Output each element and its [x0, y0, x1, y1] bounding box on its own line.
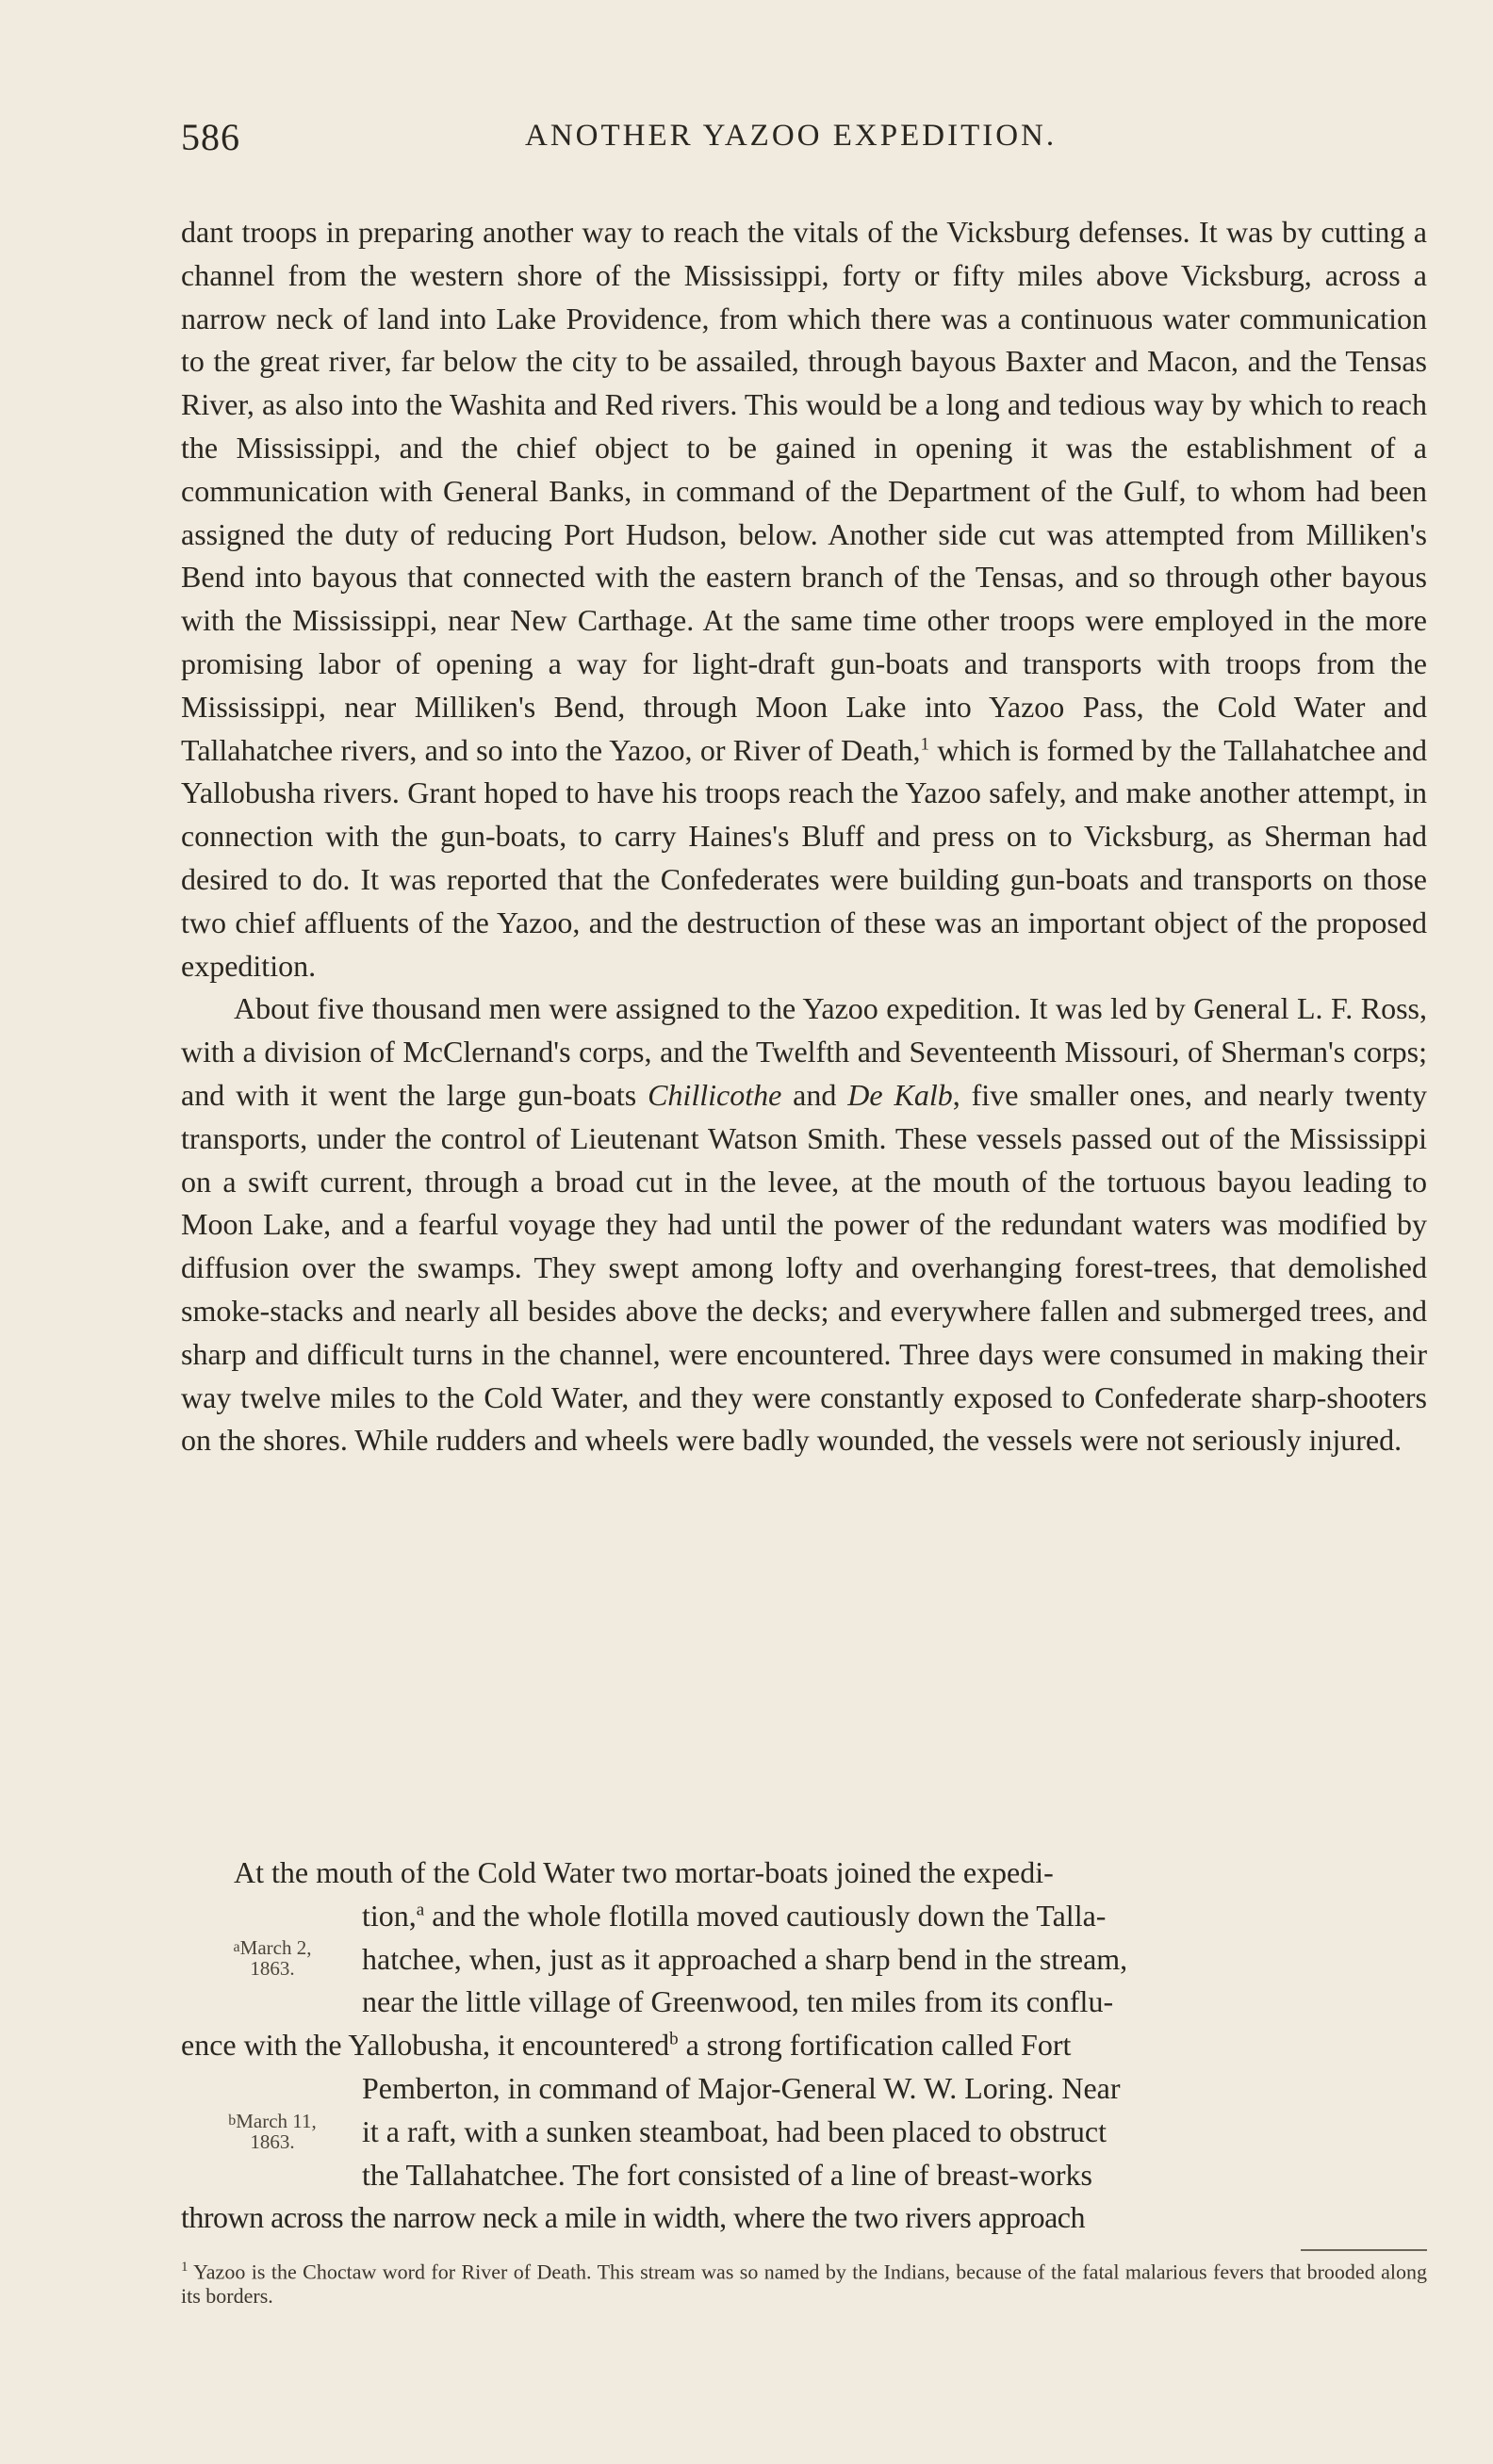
margin-note-march-2: [202, 1937, 343, 1979]
paragraph-2: [181, 987, 1427, 1462]
line-2-end: and the whole flotilla moved cautiously down the Talla-: [424, 1898, 1107, 1933]
footnote-mark: 1: [181, 2260, 189, 2275]
footnote-text: Yazoo is the Choctaw word for River of Death. This stream was so named by the Indians, because of the fatal malarious fevers that brooded along its borders.: [181, 2260, 1427, 2309]
margin-ref-a: a: [416, 1900, 425, 1920]
line-2-start: tion,: [362, 1898, 417, 1933]
margin-note-year: 1863.: [250, 2130, 295, 2153]
vessel-name-chillicothe: Chillicothe: [648, 1077, 782, 1112]
paragraph-3-line-1: At the mouth of the Cold Water two mortar-boats joined the expedi-: [234, 1855, 1054, 1889]
page-number: 586: [181, 116, 240, 158]
paragraph-1-continuation: which is formed by the Tallahatchee and Yallobusha rivers. Grant hoped to have his troops reach the Yazoo safely, and make another attempt, in connection with the gun-boats, to carry Haines's Bluff and press on to Vicksburg, as Sherman had desired to do. It was reported that the Confederates were building gun-boats and transports on those two chief affluents of the Yazoo, and the destruction of these was an important object of the proposed expedition.: [181, 732, 1428, 983]
paragraph-2-text-b: and: [781, 1077, 848, 1112]
paragraph-1-text: dant troops in preparing another way to reach the vitals of the Vicksburg defenses. It was by cutting a channel from the western shore of the Mississippi, forty or fifty miles above Vicksburg, across a narrow neck of land into Lake Providence, from which there was a continuous water communication to the great river, far below the city to be assailed, through bayous Baxter and Macon, and the Tensas River, as also into the Washita and Red rivers. This would be a long and tedious way by which to reach the Mississippi, and the chief object to be gained in opening it was the establishment of a communication with General Banks, in command of the Department of the Gulf, to whom had been assigned the duty of reducing Port Hudson, below. Another side cut was attempted from Milliken's Bend into bayous that connected with the eastern branch of the Tensas, and so through other bayous with the Mississippi, near New Carthage. At the same time other troops were employed in the more promising labor of opening a way for light-draft gun-boats and transports with troops from the Mississippi, near Milliken's Bend, through Moon Lake into Yazoo Pass, the Cold Water and Tallahatchee rivers, and so into the Yazoo, or River of Death,: [181, 215, 1427, 767]
paragraph-3-line-5: [181, 2024, 1427, 2067]
vessel-name-de-kalb: De Kalb: [847, 1077, 953, 1112]
margin-note-date: March 11,: [236, 2110, 317, 2132]
footnote: [181, 2255, 1427, 2309]
margin-note-year: 1863.: [250, 1957, 295, 1980]
line-5-start: ence with the Yallobusha, it encountered: [181, 2028, 670, 2063]
paragraph-3-line-4: near the little village of Greenwood, ten miles from its conflu-: [362, 1984, 1114, 2019]
paragraph-3: [181, 1852, 1427, 2240]
paragraph-2-text-a: About five thousand men were assigned to the Yazoo expedition. It was led by General L. F. Ross, with a division of McClernand's corps, and the Twelfth and Seventeenth Missouri, of Sherman's corps; and with it went the large gun-boats: [181, 991, 1427, 1112]
paragraph-3-line-6: Pemberton, in command of Major-General W. W. Loring. Near: [362, 2070, 1121, 2105]
running-head: ANOTHER YAZOO EXPEDITION.: [525, 119, 1058, 153]
margin-note-date: March 2,: [239, 1936, 312, 1959]
margin-note-mark: a: [233, 1939, 240, 1955]
margin-ref-b: b: [669, 2029, 679, 2049]
body-text: [181, 211, 1427, 1462]
line-5-end: a strong fortification called Fort: [678, 2028, 1072, 2063]
footnote-reference: 1: [920, 733, 930, 754]
paragraph-3-line-8: the Tallahatchee. The fort consisted of a line of breast-works: [362, 2157, 1092, 2192]
paragraph-3-line-2: [181, 1895, 1427, 1938]
paragraph-3-line-9: thrown across the narrow neck a mile in width, where the two rivers approach: [181, 2200, 1085, 2235]
page-header: [181, 115, 1425, 171]
margin-note-mark: b: [228, 2113, 237, 2129]
margin-note-march-11: [202, 2111, 343, 2152]
paragraph-3-line-7: it a raft, with a sunken steamboat, had been placed to obstruct: [362, 2113, 1107, 2148]
paragraph-1: [181, 211, 1427, 987]
paragraph-3-line-3: hatchee, when, just as it approached a sharp bend in the stream,: [362, 1941, 1128, 1976]
paragraph-2-text-c: , five smaller ones, and nearly twenty transports, under the control of Lieutenant Watson Smith. These vessels passed out of the Mississippi on a swift current, through a broad cut in the levee, at the mouth of the tortuous bayou leading to Moon Lake, and a fearful voyage they had until the power of the redundant waters was modified by diffusion over the swamps. They swept among lofty and overhanging forest-trees, that demolished smoke-stacks and nearly all besides above the decks; and everywhere fallen and submerged trees, and sharp and difficult turns in the channel, were encountered. Three days were consumed in making their way twelve miles to the Cold Water, and they were constantly exposed to Confederate sharp-shooters on the shores. While rudders and wheels were badly wounded, the vessels were not seriously injured.: [181, 1077, 1428, 1458]
footnote-rule: [1301, 2249, 1427, 2251]
